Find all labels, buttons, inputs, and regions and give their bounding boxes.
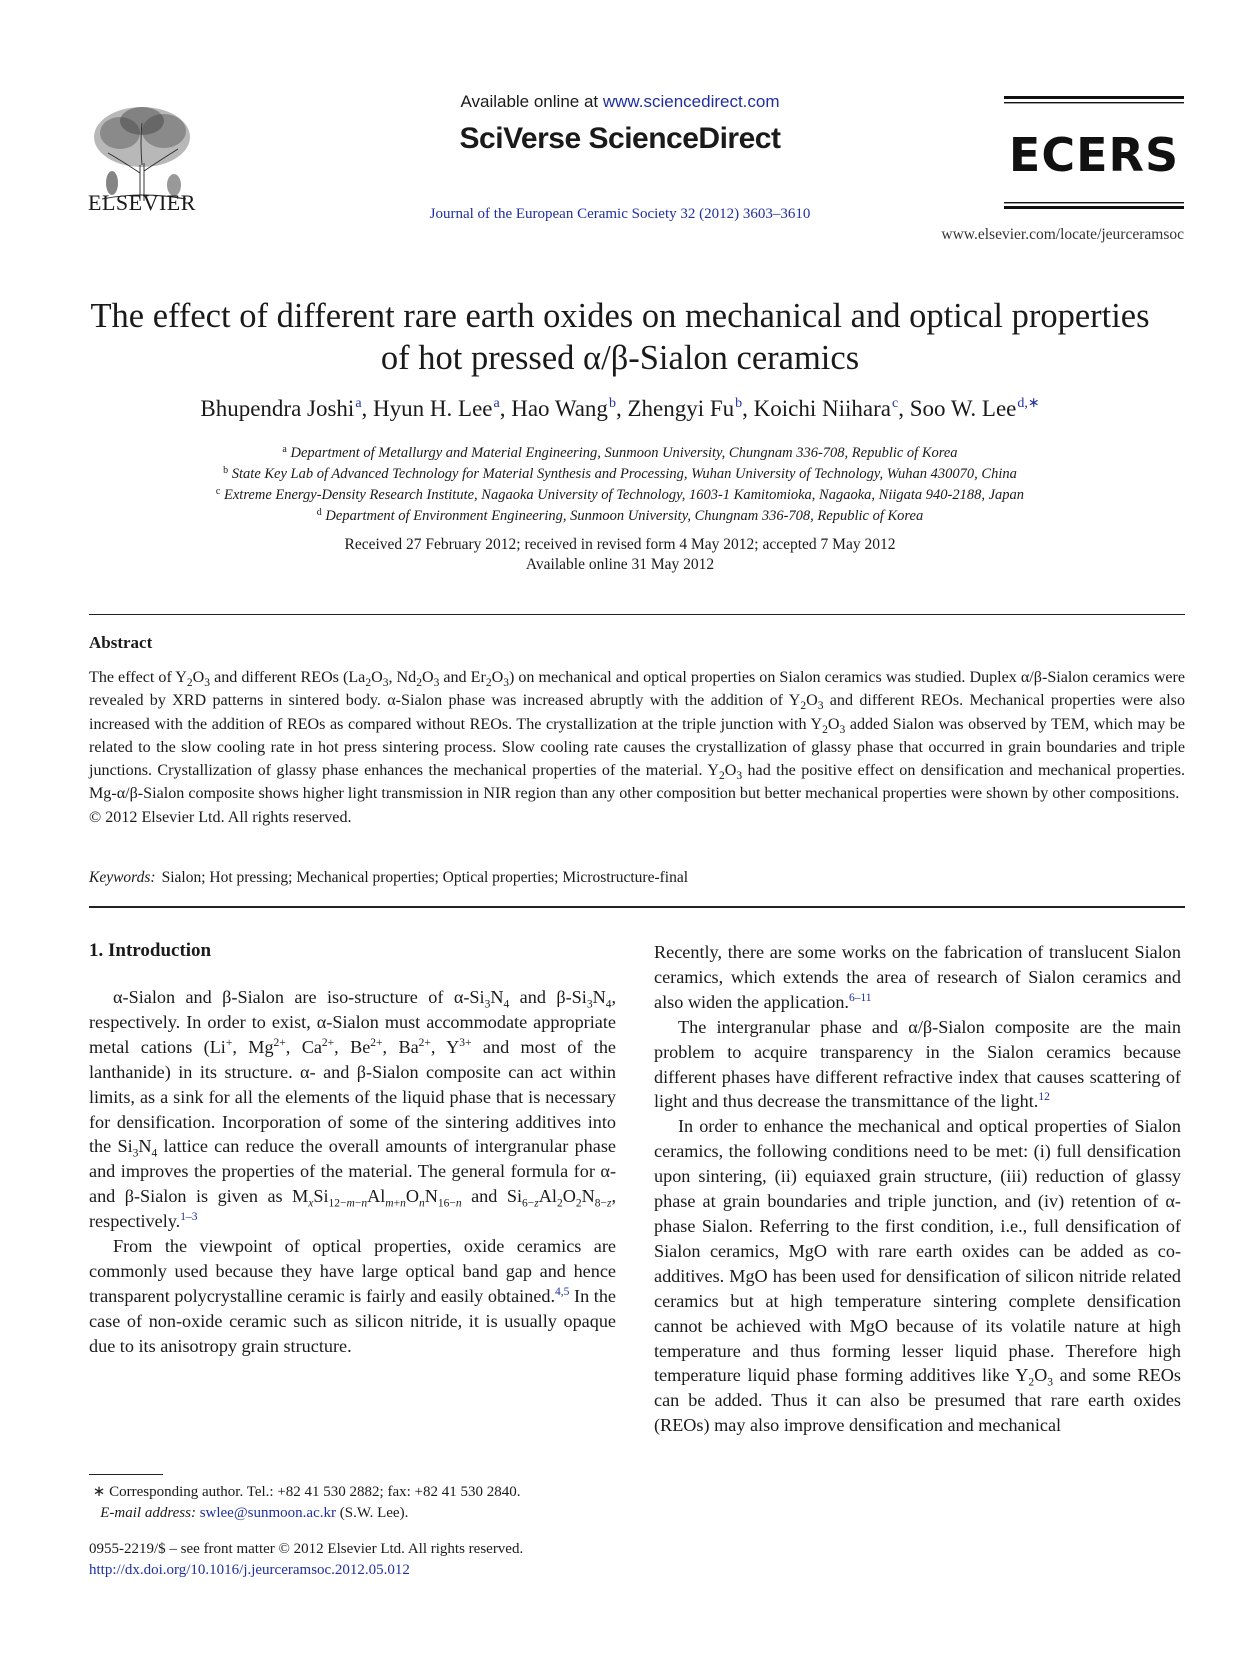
- available-prefix: Available online at: [460, 92, 603, 111]
- affil-mark: b: [223, 465, 229, 476]
- body-column-left: [89, 985, 616, 1359]
- author-name: Hao Wang: [511, 396, 608, 421]
- author-affil-mark[interactable]: a: [493, 396, 500, 411]
- section-heading-introduction: 1. Introduction: [89, 940, 212, 961]
- affil-mark: a: [282, 444, 287, 455]
- body-paragraph: From the viewpoint of optical properties, oxide ceramics are commonly used because they have large optical band gap and hence transparent polycrystalline ceramic is fairly and easily obtained.$^{4,5}$ In the case of non-oxide ceramic such as silicon nitride, it is usually opaque due to its anisotropy grain structure.: [89, 1236, 616, 1356]
- title-line-2: of hot pressed α/β-Sialon ceramics: [380, 339, 860, 377]
- doi-link[interactable]: http://dx.doi.org/10.1016/j.jeurceramsoc.2012.05.012: [89, 1562, 410, 1578]
- affil-text: Department of Environment Engineering, Sunmoon University, Chungnam 336-708, Republic of Korea: [325, 508, 924, 524]
- abstract-text: The effect of $Y_2O_3$ and different REOs ($La_2O_3$, $Nd_2O_3$ and $Er_2O_3$) on mechanical and optical properties on Sialon ceramics was studied. Duplex α/β-Sialon ceramics were revealed by XRD patterns in sintered body. α-Sialon phase was increased abruptly with the addition of $Y_2O_3$ and different REOs. Mechanical properties were also increased with the addition of REOs as compared without REOs. The crystallization at the triple junction with $Y_2O_3$ added Sialon was observed by TEM, which may be related to the slow cooling rate in hot press sintering process. Slow cooling rate causes the crystallization of glassy phase that occurred in grain boundaries and triple junctions. Crystallization of glassy phase enhances the mechanical properties of the material. $Y_2O_3$ had the positive effect on densification and mechanical properties. Mg-α/β-Sialon composite shows higher light transmission in NIR region than any other composition but better mechanical properties were shown by other compositions.: [89, 669, 1186, 803]
- platform-name: SciVerse ScienceDirect: [459, 122, 781, 155]
- sciencedirect-link[interactable]: www.sciencedirect.com: [602, 92, 780, 111]
- author-affil-mark[interactable]: a: [355, 396, 362, 411]
- body-paragraph: In order to enhance the mechanical and optical properties of Sialon ceramics, the following conditions need to be met: (i) full densification upon sintering, (ii) equiaxed grain structure, (iii) reduction of glassy phase at grain boundaries and triple junction, and (iv) retention of α-phase Sialon. Referring to the first condition, i.e., full densification of Sialon ceramics, MgO with rare earth oxides can be added as co-additives. MgO has been used for densification of silicon nitride related ceramics but at high temperature sintering complete densification cannot be achieved with MgO because of its volatile nature at high temperature and thus forming lesser liquid phase. Therefore high temperature liquid phase forming additives like $Y_2O_3$ and some REOs can be added. Thus it can also be presumed that rare earth oxides (REOs) may also improve densification and mechanical: [654, 1116, 1182, 1436]
- journal-homepage-url[interactable]: www.elsevier.com/locate/jeurceramsoc: [941, 226, 1184, 243]
- affiliation-a: [40, 444, 1200, 462]
- keywords-label: Keywords:: [89, 869, 156, 886]
- affiliation-c: [40, 486, 1200, 504]
- ecers-society-logo: ECERS: [1008, 128, 1180, 182]
- body-paragraph: The intergranular phase and α/β-Sialon composite are the main problem to acquire transparency in the Sialon ceramics because different phases have different refractive index that causes scattering of light and thus decrease the transmittance of the light.$^{12}$: [654, 1016, 1181, 1112]
- author-affil-mark[interactable]: b: [735, 396, 743, 411]
- author-name: Hyun H. Lee: [373, 396, 493, 421]
- email-link[interactable]: swlee@sunmoon.ac.kr: [199, 1505, 336, 1521]
- affil-mark: d: [316, 507, 322, 518]
- abstract-copyright: © 2012 Elsevier Ltd. All rights reserved.: [89, 808, 352, 826]
- author-name: Soo W. Lee: [909, 396, 1017, 421]
- author-affil-mark[interactable]: c: [891, 396, 899, 411]
- journal-reference-link[interactable]: Journal of the European Ceramic Society 32 (2012) 3603–3610: [429, 206, 811, 222]
- keywords: [89, 869, 1185, 887]
- front-matter: [89, 1539, 689, 1581]
- article-history: [0, 535, 1240, 575]
- received-dates: Received 27 February 2012; received in revised form 4 May 2012; accepted 7 May 2012: [344, 536, 896, 553]
- article-title: [60, 295, 1180, 379]
- affiliation-d: [40, 507, 1200, 525]
- body-paragraph: Recently, there are some works on the fabrication of translucent Sialon ceramics, which extends the area of research of Sialon ceramics and also widen the application.$^{6-11}$: [654, 942, 1181, 1012]
- affiliation-b: [40, 465, 1200, 483]
- body-column-right: [654, 940, 1181, 1438]
- author-list: Bhupendra Joshi$^a$, Hyun H. Lee$^a$, Hao Wang$^b$, Zhengyi Fu$^b$, Koichi Niihara$^c$, Soo W. Lee$^{d,∗}$: [200, 396, 1040, 421]
- affil-text: State Key Lab of Advanced Technology for Material Synthesis and Processing, Wuhan University of Technology, Wuhan 430070, China: [231, 466, 1017, 482]
- email-line: [89, 1503, 649, 1524]
- author-affil-mark[interactable]: b: [608, 396, 616, 411]
- abstract-heading: Abstract: [89, 633, 153, 652]
- abstract-bottom-rule: [89, 906, 1185, 908]
- title-line-1: The effect of different rare earth oxides on mechanical and optical properties: [90, 297, 1150, 335]
- issn-line: 0955-2219/$ – see front matter © 2012 Elsevier Ltd. All rights reserved.: [89, 1541, 524, 1557]
- elsevier-wordmark: ELSEVIER: [88, 190, 196, 215]
- abstract-body: [89, 666, 1185, 829]
- affil-mark: c: [215, 486, 221, 497]
- available-online-date: Available online 31 May 2012: [525, 556, 715, 573]
- author-name: Koichi Niihara: [753, 396, 891, 421]
- corresponding-author-footnote: [89, 1482, 649, 1524]
- affil-text: Extreme Energy-Density Research Institute, Nagaoka University of Technology, 1603-1 Kamitomioka, Nagaoka, Niigata 940-2188, Japan: [224, 487, 1025, 503]
- body-paragraph: α-Sialon and β-Sialon are iso-structure of $\alpha-Si_3N_4$ and $\beta-Si_3N_4$, respectively. In order to exist, α-Sialon must accommodate appropriate metal cations (Li+, $Mg^{2+}$, $Ca^{2+}$, $Be^{2+}$, $Ba^{2+}$, $Y^{3+}$ and most of the lanthanide) in its structure. α- and β-Sialon composite can act within limits, as a sink for all the elements of the liquid phase that is necessary for densification. Incorporation of some of the sintering additives into the $Si_3N_4$ lattice can reduce the overall amounts of intergranular phase and improves the properties of the material. The general formula for α- and β-Sialon is given as $M_xSi_{12-m-n}Al_{m+n}O_nN_{16-n}$ and $Si_{6-z}Al_2O_2N_{8-z}$, respectively.$^{1-3}$: [89, 987, 616, 1232]
- email-label: E-mail address:: [100, 1505, 196, 1521]
- affil-text: Department of Metallurgy and Material Engineering, Sunmoon University, Chungnam 336-708, Republic of Korea: [290, 445, 958, 461]
- footnote-rule: [89, 1474, 163, 1475]
- author-affil-mark[interactable]: d,∗: [1017, 396, 1040, 411]
- author-name: Bhupendra Joshi: [200, 396, 355, 421]
- abstract-top-rule: [89, 614, 1185, 615]
- author-name: Zhengyi Fu: [627, 396, 735, 421]
- corresponding-line: ∗ Corresponding author. Tel.: +82 41 530 2882; fax: +82 41 530 2840.: [89, 1484, 521, 1500]
- keywords-list: Sialon; Hot pressing; Mechanical properties; Optical properties; Microstructure-final: [161, 869, 689, 886]
- email-suffix: (S.W. Lee).: [339, 1505, 409, 1521]
- corresponding-text: Corresponding author. Tel.: +82 41 530 2882; fax: +82 41 530 2840.: [109, 1484, 521, 1500]
